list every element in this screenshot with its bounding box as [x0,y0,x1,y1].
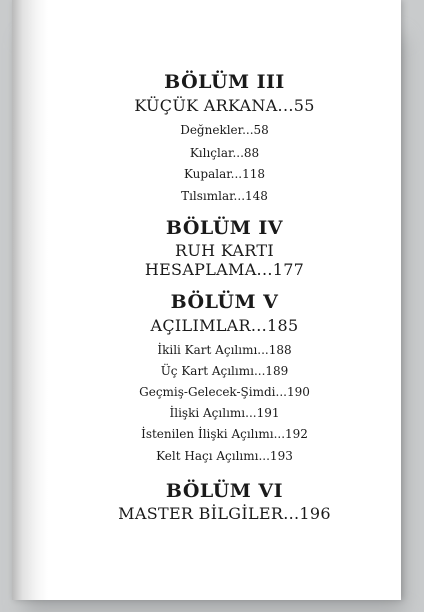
page-gutter [12,0,48,600]
toc-item: Kupalar...118 [183,167,266,181]
section-heading: BÖLÜM V [170,291,279,313]
toc-item: İkili Kart Açılımı...188 [157,343,292,357]
section-heading: BÖLÜM IV [165,217,284,239]
section-heading: BÖLÜM VI [165,480,284,502]
toc-item: İstenilen İlişki Açılımı...192 [141,427,308,441]
section-heading: BÖLÜM III [164,71,285,93]
toc-item: Tılsımlar...148 [181,189,268,203]
table-of-contents [48,0,401,600]
book-page [12,0,401,600]
section-subheading: AÇILIMLAR...185 [150,316,299,335]
section-subheading: HESAPLAMA...177 [144,260,305,279]
toc-item: Değnekler...58 [180,123,269,137]
toc-item: Geçmiş-Gelecek-Şimdi...190 [139,385,310,399]
section-subheading: RUH KARTI [175,241,274,260]
toc-item: Üç Kart Açılımı...189 [160,364,289,378]
section-subheading: MASTER BİLGİLER...196 [118,504,331,523]
section-subheading: KÜÇÜK ARKANA...55 [134,96,315,115]
toc-item: İlişki Açılımı...191 [169,406,280,420]
toc-item: Kelt Haçı Açılımı...193 [156,449,293,463]
toc-item: Kılıçlar...88 [189,146,260,160]
